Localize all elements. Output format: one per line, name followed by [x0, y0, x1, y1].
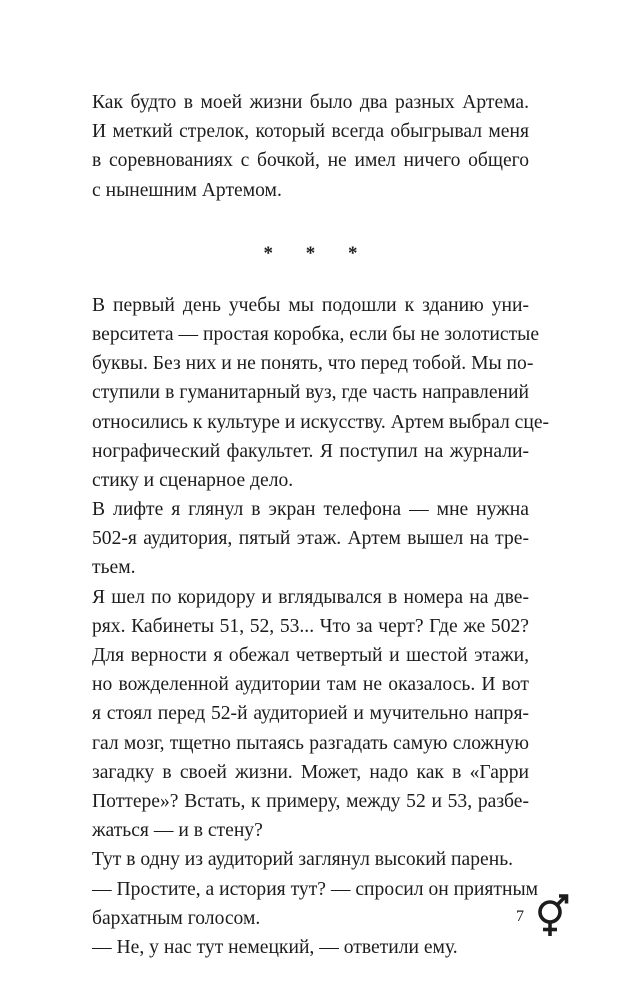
text-line: гал мозг, тщетно пытаясь разгадать самую сложную: [92, 732, 529, 754]
text-line: стику и сценарное дело.: [92, 469, 294, 491]
page-body: [92, 88, 550, 962]
text-line: В лифте я глянул в экран телефона — мне нужна: [92, 499, 529, 521]
text-line: бархатным голосом.: [92, 907, 261, 929]
paragraph: [92, 495, 529, 583]
text-line: с нынешним Артемом.: [92, 179, 282, 201]
paragraph: [92, 845, 529, 874]
text-line: Поттере»? Встать, к примеру, между 52 и 53, разбе-: [92, 790, 529, 812]
paragraph: [92, 583, 529, 846]
text-line: И меткий стрелок, который всегда обыгрывал меня: [92, 121, 529, 143]
text-line: но вожделенной аудитории там не оказалось. И вот: [92, 674, 529, 696]
gender-symbol-icon: [532, 894, 572, 938]
text-line: ступили в гуманитарный вуз, где часть направлений: [92, 382, 529, 404]
text-line: я стоял перед 52-й аудиторией и мучительно напря-: [92, 703, 529, 725]
text-line: относились к культуре и искусству. Артем выбрал сце-: [92, 411, 550, 433]
paragraph: [92, 933, 529, 962]
text-line: — Простите, а история тут? — спросил он приятным: [92, 878, 539, 900]
text-line: Для верности я обежал четвертый и шестой этажи,: [92, 645, 529, 666]
paragraph: [92, 875, 539, 933]
paragraph-intro: [92, 88, 529, 205]
text-line: верситета — простая коробка, если бы не золотистые: [92, 323, 540, 345]
text-line: Я шел по коридору и вглядывался в номера на две-: [92, 586, 529, 608]
page-footer: [506, 894, 586, 942]
text-line: 502-я аудитория, пятый этаж. Артем вышел на тре-: [92, 528, 529, 550]
text-line: жаться — и в стену?: [92, 820, 263, 842]
text-line: Тут в одну из аудиторий заглянул высокий парень.: [92, 849, 514, 871]
text-line: Как будто в моей жизни было два разных Артема.: [92, 92, 529, 113]
text-line: буквы. Без них и не понять, что перед тобой. Мы по-: [92, 353, 534, 375]
text-line: нографический факультет. Я поступил на журнали-: [92, 440, 529, 462]
text-line: рях. Кабинеты 51, 52, 53... Что за черт? Где же 502?: [92, 615, 529, 637]
text-line: В первый день учебы мы подошли к зданию уни-: [92, 294, 529, 316]
text-line: тьем.: [92, 557, 136, 579]
section-separator: * * *: [263, 242, 372, 264]
page-number: 7: [516, 908, 524, 925]
text-line: загадку в своей жизни. Может, надо как в «Гарри: [92, 761, 529, 783]
text-line: — Не, у нас тут немецкий, — ответили ему.: [92, 936, 458, 958]
text-line: в соревнованиях с бочкой, не имел ничего общего: [92, 150, 529, 172]
paragraph: [92, 291, 550, 495]
